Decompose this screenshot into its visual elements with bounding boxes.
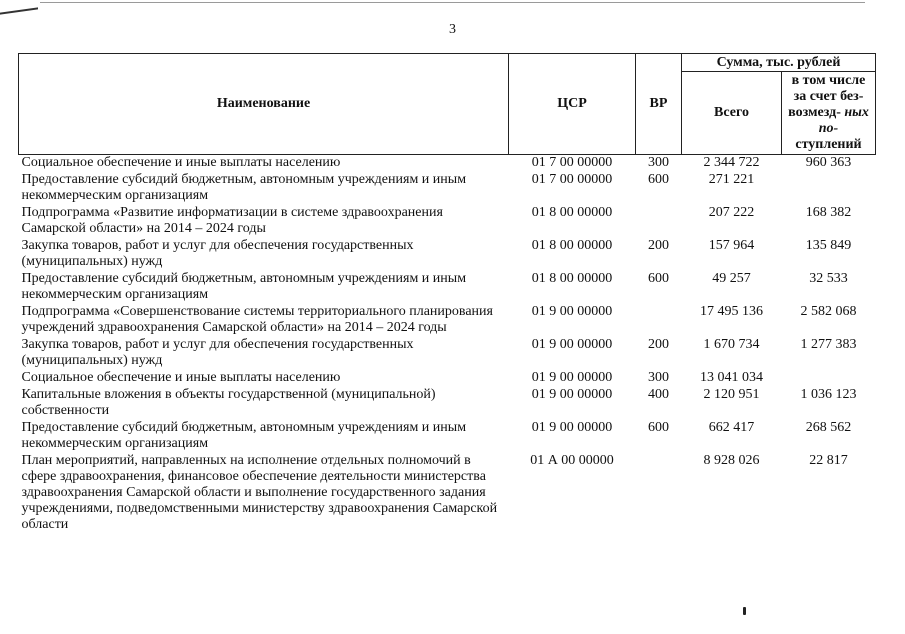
cell-total: 662 417 xyxy=(708,420,755,435)
cell-name: Предоставление субсидий бюджетным, автономным учреждениям и иным некоммерческим организациям xyxy=(21,172,467,203)
cell-name: Социальное обеспечение и иные выплаты населению xyxy=(21,155,341,170)
table-row xyxy=(19,370,876,387)
cell-total: 2 120 951 xyxy=(703,387,760,402)
scan-artifact-line xyxy=(40,2,865,3)
cell-csr: 01 9 00 00000 xyxy=(531,420,613,435)
cell-name: Капитальные вложения в объекты государственной (муниципальной) собственности xyxy=(21,387,436,418)
cell-total: 271 221 xyxy=(708,172,755,187)
cell-free-receipts: 32 533 xyxy=(809,271,848,286)
cell-csr: 01 9 00 00000 xyxy=(531,337,613,352)
table-row xyxy=(19,337,876,370)
column-header-sum-group: Сумма, тыс. рублей xyxy=(682,54,876,72)
page-number: 3 xyxy=(449,22,456,37)
cell-total: 207 222 xyxy=(708,205,755,220)
cell-vr: 200 xyxy=(648,238,669,253)
cell-vr: 400 xyxy=(648,387,669,402)
free-receipts-line2: ных по- xyxy=(818,105,869,136)
cell-free-receipts: 1 036 123 xyxy=(800,387,857,402)
cell-csr: 01 8 00 00000 xyxy=(531,271,613,286)
free-receipts-line1: в том числе за счет без-возмезд- xyxy=(788,73,866,120)
cell-name: Закупка товаров, работ и услуг для обеспечения государственных (муниципальных) нужд xyxy=(21,238,414,269)
cell-total: 13 041 034 xyxy=(700,370,763,385)
table-row xyxy=(19,420,876,453)
cell-vr xyxy=(636,453,682,534)
table-header xyxy=(19,54,876,155)
column-header-free-receipts xyxy=(782,72,876,155)
table-row xyxy=(19,238,876,271)
cell-name: Подпрограмма «Развитие информатизации в системе здравоохранения Самарской области» на 2014 – 2024 годы xyxy=(21,205,443,236)
cell-vr: 300 xyxy=(648,370,669,385)
cell-vr: 600 xyxy=(648,271,669,286)
cell-vr: 600 xyxy=(648,172,669,187)
cell-csr: 01 9 00 00000 xyxy=(531,370,613,385)
cell-csr: 01 А 00 00000 xyxy=(530,453,614,468)
cell-name: Социальное обеспечение и иные выплаты населению xyxy=(21,370,341,385)
scan-artifact-mark xyxy=(0,0,38,15)
cell-csr: 01 9 00 00000 xyxy=(531,304,613,319)
cell-free-receipts: 22 817 xyxy=(809,453,848,468)
cell-vr xyxy=(636,205,682,238)
table-body xyxy=(19,155,876,535)
table-row xyxy=(19,304,876,337)
cell-free-receipts: 960 363 xyxy=(805,155,852,170)
column-header-csr: ЦСР xyxy=(509,54,636,155)
cell-total: 2 344 722 xyxy=(703,155,760,170)
cell-free-receipts xyxy=(782,172,876,205)
cell-vr xyxy=(636,304,682,337)
cell-free-receipts: 1 277 383 xyxy=(800,337,857,352)
cell-total: 1 670 734 xyxy=(703,337,760,352)
cell-name: Закупка товаров, работ и услуг для обеспечения государственных (муниципальных) нужд xyxy=(21,337,414,368)
cell-csr: 01 7 00 00000 xyxy=(531,172,613,187)
column-header-vr: ВР xyxy=(636,54,682,155)
cell-free-receipts: 2 582 068 xyxy=(800,304,857,319)
column-header-total: Всего xyxy=(682,72,782,155)
cell-free-receipts: 135 849 xyxy=(805,238,852,253)
cell-vr: 200 xyxy=(648,337,669,352)
free-receipts-line3: ступлений xyxy=(795,137,862,152)
scan-artifact-speck xyxy=(743,607,746,615)
table-row xyxy=(19,172,876,205)
cell-csr: 01 7 00 00000 xyxy=(531,155,613,170)
table-row xyxy=(19,453,876,534)
table-row xyxy=(19,271,876,304)
budget-table xyxy=(18,53,876,534)
cell-csr: 01 9 00 00000 xyxy=(531,387,613,402)
cell-total: 49 257 xyxy=(712,271,751,286)
cell-free-receipts xyxy=(782,370,876,387)
cell-total: 8 928 026 xyxy=(703,453,760,468)
cell-total: 17 495 136 xyxy=(700,304,763,319)
cell-total: 157 964 xyxy=(708,238,755,253)
table-row xyxy=(19,387,876,420)
cell-free-receipts: 168 382 xyxy=(805,205,852,220)
cell-name: Предоставление субсидий бюджетным, автономным учреждениям и иным некоммерческим организациям xyxy=(21,271,467,302)
column-header-name: Наименование xyxy=(19,54,509,155)
cell-free-receipts: 268 562 xyxy=(805,420,852,435)
table-row xyxy=(19,205,876,238)
table-row xyxy=(19,155,876,173)
cell-vr: 600 xyxy=(648,420,669,435)
cell-name: План мероприятий, направленных на исполнение отдельных полномочий в сфере здравоохранения, финансовое обеспечение деятельности министерства здравоохранения Самарской области и выполнение государственного задания учреждениями, подведомственными министерству здравоохранения Самарской области xyxy=(21,453,498,532)
cell-name: Предоставление субсидий бюджетным, автономным учреждениям и иным некоммерческим организациям xyxy=(21,420,467,451)
cell-name: Подпрограмма «Совершенствование системы территориального планирования учреждений здравоохранения Самарской области» на 2014 – 2024 годы xyxy=(21,304,493,335)
cell-csr: 01 8 00 00000 xyxy=(531,238,613,253)
cell-csr: 01 8 00 00000 xyxy=(531,205,613,220)
cell-vr: 300 xyxy=(648,155,669,170)
